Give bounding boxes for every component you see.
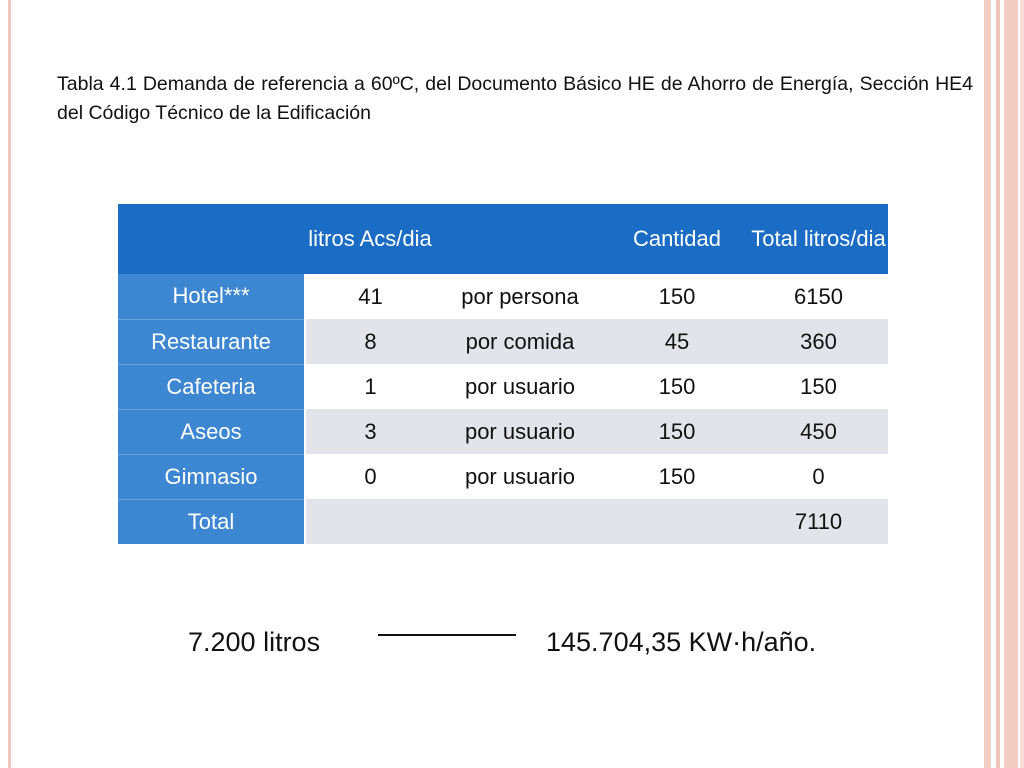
liters-value: 7.200 litros: [188, 627, 321, 657]
row-label: Gimnasio: [118, 454, 305, 499]
header-cell-establishment: [118, 204, 305, 274]
cantidad-cell: [605, 499, 749, 544]
cantidad-cell: 150: [605, 409, 749, 454]
cantidad-cell: 150: [605, 274, 749, 319]
header-cell-cantidad: Cantidad: [605, 204, 749, 274]
table-row: [118, 409, 888, 454]
header-cell-unit: [435, 204, 605, 274]
total-cell: 0: [749, 454, 888, 499]
row-label: Aseos: [118, 409, 305, 454]
total-cell: 360: [749, 319, 888, 364]
table-row: [118, 319, 888, 364]
equivalence-statement: [188, 622, 868, 662]
row-label: Restaurante: [118, 319, 305, 364]
unit-cell: por usuario: [435, 409, 605, 454]
table-row: [118, 364, 888, 409]
equivalence-line: [378, 634, 516, 636]
energy-value: 145.704,35 KW·h/año.: [546, 627, 817, 657]
litros-cell: 0: [305, 454, 435, 499]
right-decorative-stripe: [1020, 0, 1024, 768]
right-decorative-stripe: [1004, 0, 1018, 768]
litros-cell: 1: [305, 364, 435, 409]
litros-cell: 8: [305, 319, 435, 364]
header-cell-litros-acs-dia: litros Acs/dia: [305, 204, 435, 274]
table-total-row: [118, 499, 888, 544]
total-cell: 150: [749, 364, 888, 409]
cantidad-cell: 150: [605, 454, 749, 499]
table-header-row: [118, 204, 888, 274]
unit-cell: por usuario: [435, 364, 605, 409]
litros-cell: 3: [305, 409, 435, 454]
unit-cell: por persona: [435, 274, 605, 319]
row-label: Cafeteria: [118, 364, 305, 409]
unit-cell: por comida: [435, 319, 605, 364]
grand-total-cell: 7110: [749, 499, 888, 544]
header-cell-total-litros-dia: Total litros/dia: [749, 204, 888, 274]
cantidad-cell: 45: [605, 319, 749, 364]
left-decorative-stripe: [8, 0, 11, 768]
litros-cell: [305, 499, 435, 544]
row-label: Hotel***: [118, 274, 305, 319]
right-decorative-stripe: [984, 0, 991, 768]
unit-cell: por usuario: [435, 454, 605, 499]
demand-table: [118, 204, 889, 544]
total-cell: 450: [749, 409, 888, 454]
table-caption: Tabla 4.1 Demanda de referencia a 60ºC, del Documento Básico HE de Ahorro de Energía, Sección HE4 del Código Técnico de la Edificación: [57, 73, 973, 124]
unit-cell: [435, 499, 605, 544]
table-row: [118, 274, 888, 319]
total-cell: 6150: [749, 274, 888, 319]
right-decorative-stripe: [996, 0, 1000, 768]
row-label: Total: [118, 499, 305, 544]
table-row: [118, 454, 888, 499]
cantidad-cell: 150: [605, 364, 749, 409]
litros-cell: 41: [305, 274, 435, 319]
